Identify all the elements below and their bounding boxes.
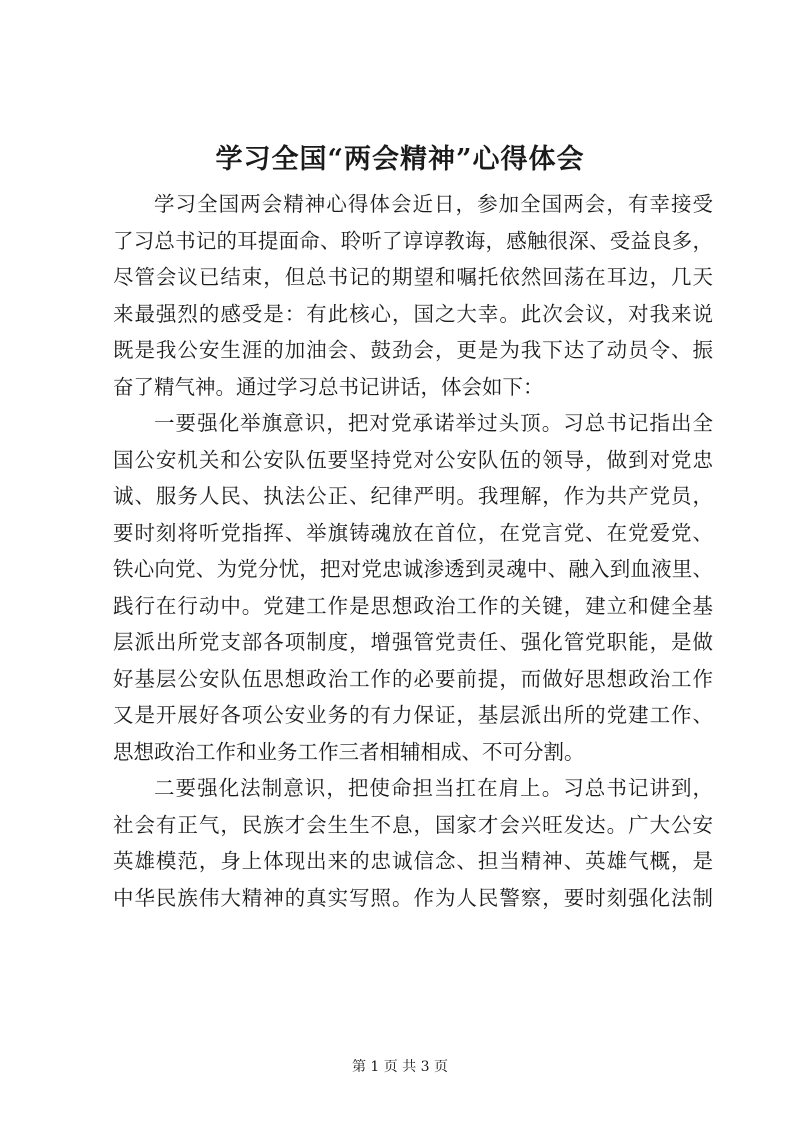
text-line: 社会有正气，民族才会生生不息，国家才会兴旺发达。广大公安 [113,812,713,837]
text-line: 国公安机关和公安队伍要坚持党对公安队伍的领导，做到对党忠 [113,447,713,472]
text-line: 思想政治工作和业务工作三者相辅相成、不可分割。 [113,739,585,764]
text-line: 好基层公安队伍思想政治工作的必要前提，而做好思想政治工作 [113,666,713,691]
text-line: 来最强烈的感受是：有此核心，国之大幸。此次会议，对我来说 [113,301,713,326]
text-line: 诚、服务人民、执法公正、纪律严明。我理解，作为共产党员， [113,484,713,508]
text-line: 学习全国两会精神心得体会近日，参加全国两会，有幸接受 [154,192,713,216]
text-line: 层派出所党支部各项制度，增强管党责任、强化管党职能，是做 [113,630,713,654]
document-title: 学习全国“两会精神”心得体会 [215,144,585,175]
text-line: 既是我公安生涯的加油会、鼓劲会，更是为我下达了动员令、振 [113,338,713,362]
text-line: 要时刻将听党指挥、举旗铸魂放在首位，在党言党、在党爱党、 [113,520,713,545]
text-line: 尽管会议已结束，但总书记的期望和嘱托依然回荡在耳边，几天 [113,265,713,289]
text-line: 奋了精气神。通过学习总书记讲话，体会如下： [113,374,544,399]
document-body [113,186,713,916]
text-line: 二要强化法制意识，把使命担当扛在肩上。习总书记讲到， [154,776,713,800]
text-line: 践行在行动中。党建工作是思想政治工作的关键，建立和健全基 [113,593,713,618]
text-line: 中华民族伟大精神的真实写照。作为人民警察，要时刻强化法制 [113,885,713,910]
text-line: 铁心向党、为党分忧，把对党忠诚渗透到灵魂中、融入到血液里、 [113,557,713,581]
text-line: 英雄模范，身上体现出来的忠诚信念、担当精神、英雄气概，是 [113,849,713,873]
text-line: 了习总书记的耳提面命、聆听了谆谆教诲，感触很深、受益良多， [113,228,713,253]
text-line: 又是开展好各项公安业务的有力保证，基层派出所的党建工作、 [113,703,713,727]
text-line: 一要强化举旗意识，把对党承诺举过头顶。习总书记指出全 [154,411,713,435]
page-footer: 第 1 页 共 3 页 [351,1059,449,1075]
